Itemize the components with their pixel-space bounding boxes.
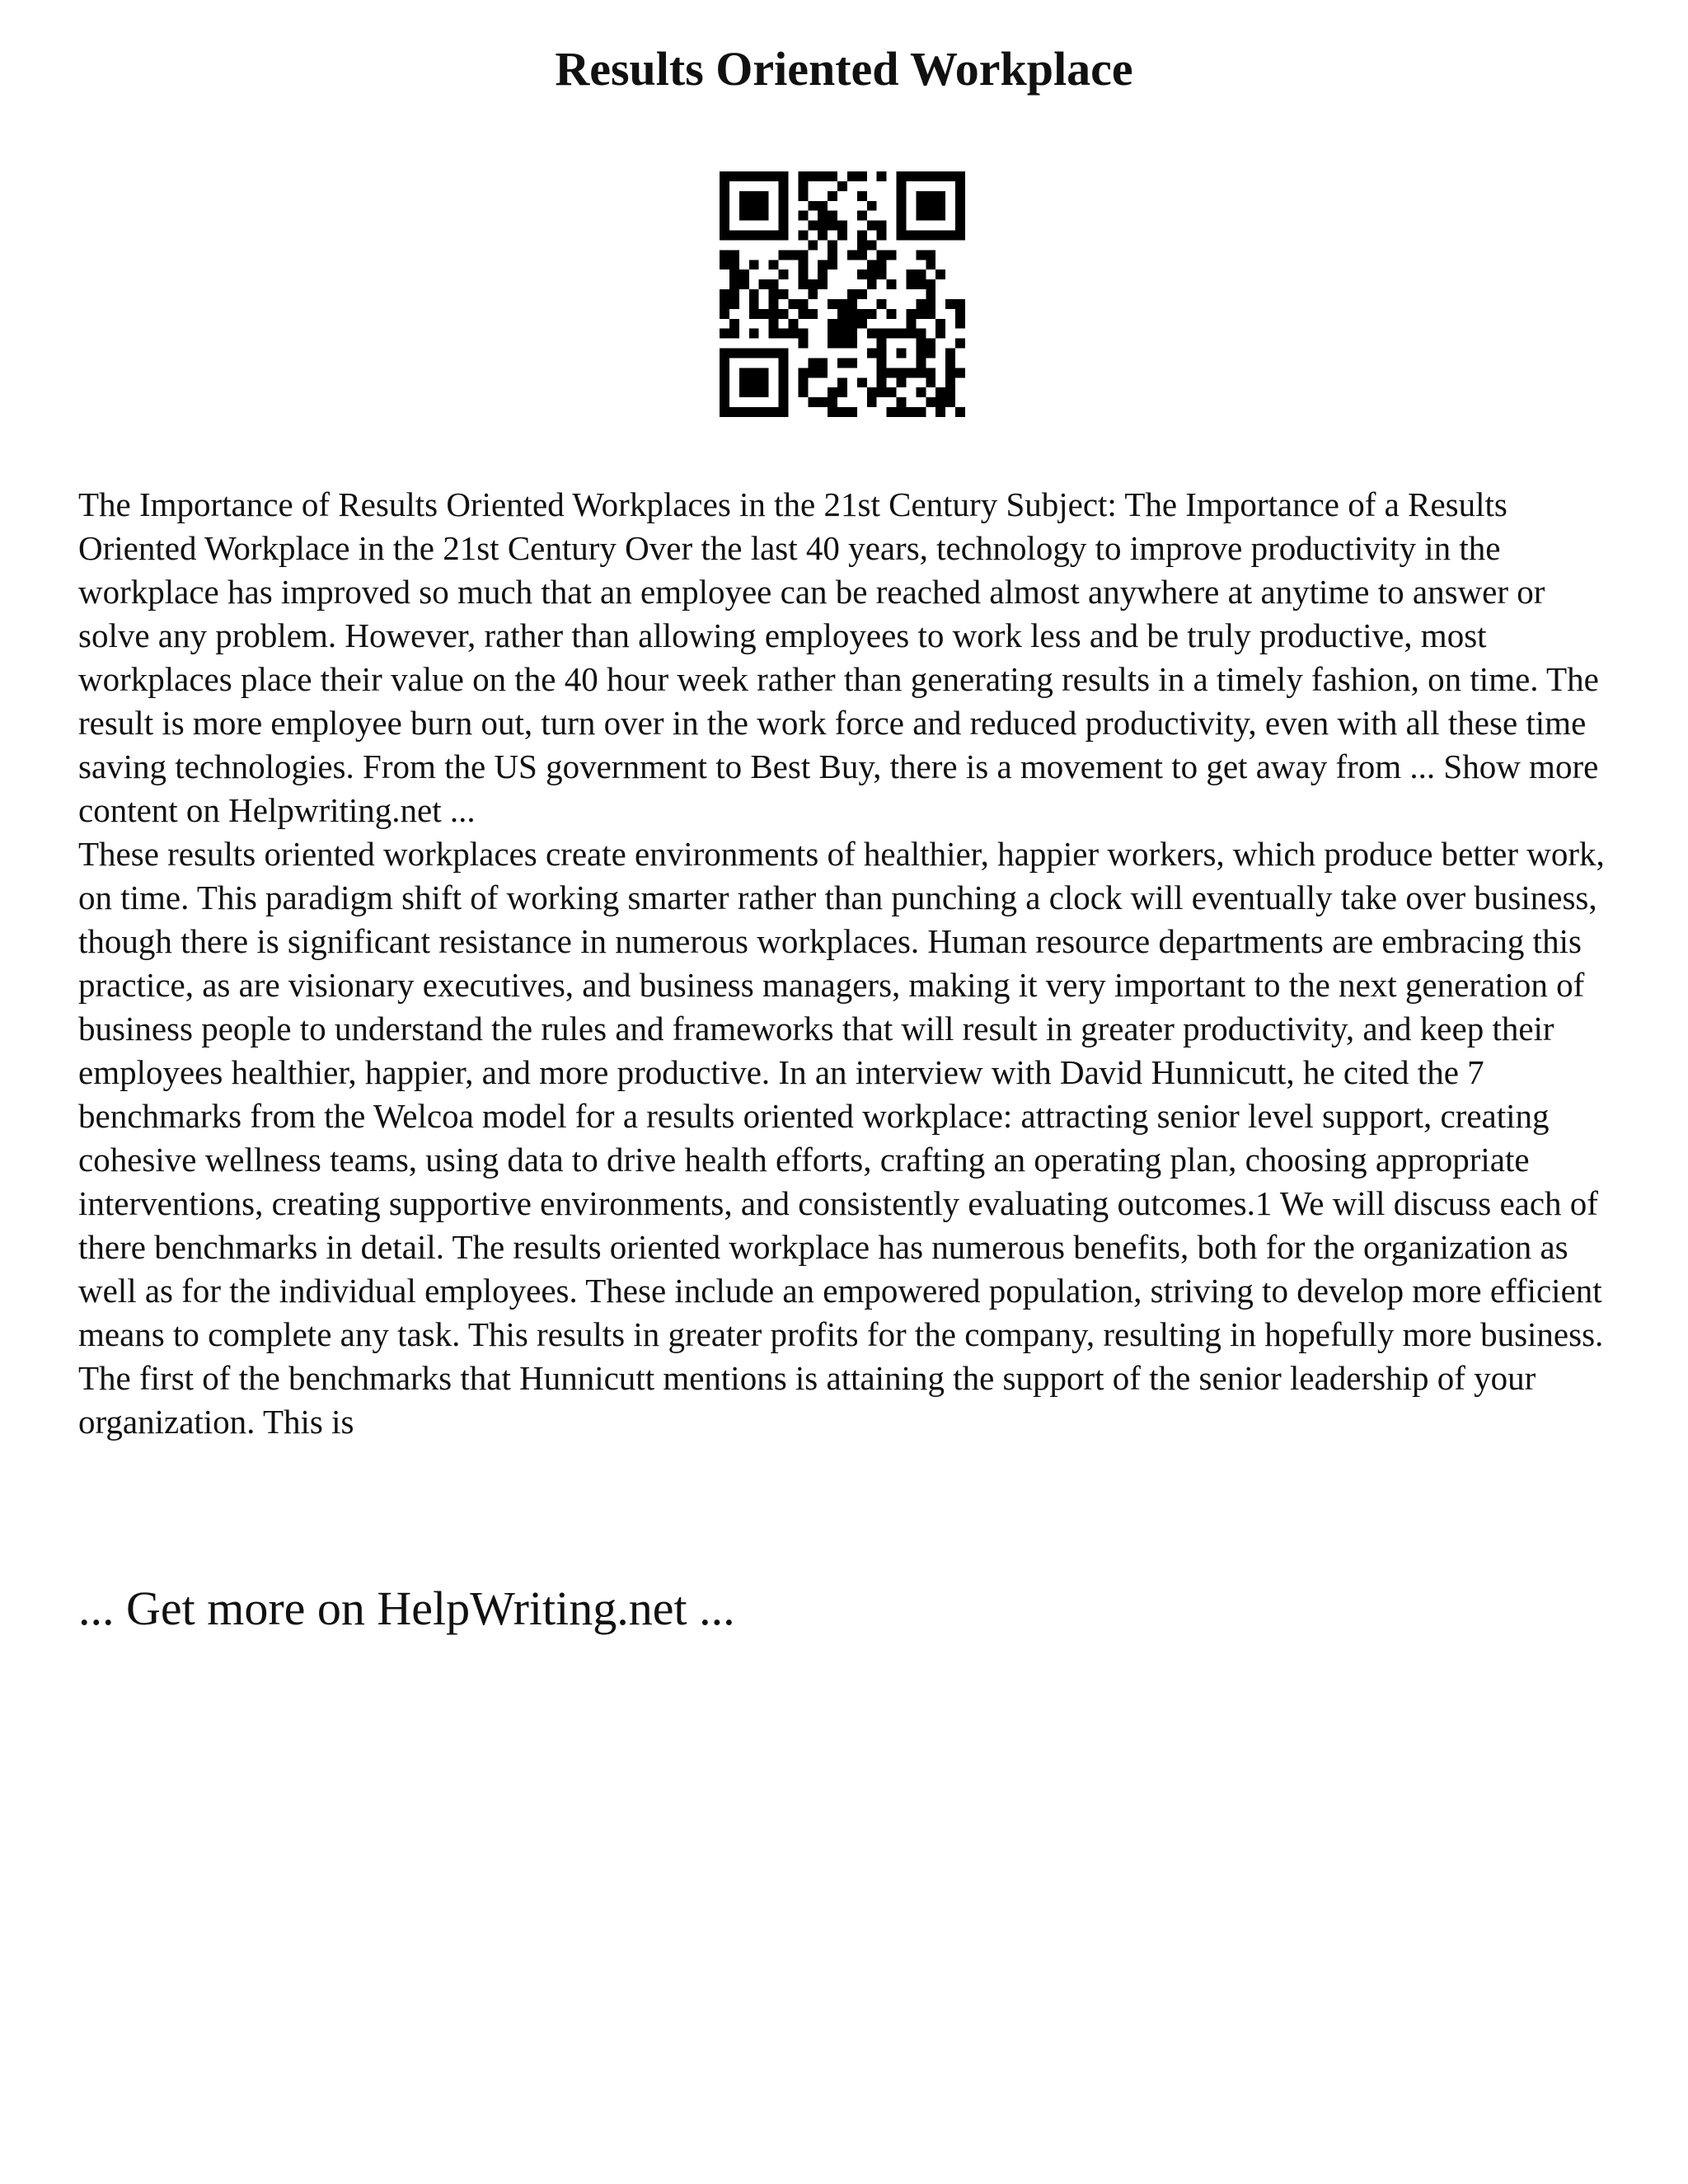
get-more-link[interactable]: ... Get more on HelpWriting.net ... (78, 1582, 735, 1635)
page-title: Results Oriented Workplace (555, 42, 1133, 96)
article-body (78, 483, 1620, 1444)
paragraph-intro: The Importance of Results Oriented Workplaces in the 21st Century Subject: The Importance of a Results Oriented Workplace in the 21st Century Over the last 40 years, technology to improve productivity in the workplace has improved so much that an employee can be reached almost anywhere at anytime to answer or solve any problem. However, rather than allowing employees to work less and be truly productive, most workplaces place their value on the 40 hour week rather than generating results in a timely fashion, on time. The result is more employee burn out, turn over in the work force and reduced productivity, even with all these time saving technologies. From the US government to Best Buy, there is a movement to get away from ... Show more content on Helpwriting.net ... (78, 485, 1599, 829)
qr-code-icon (720, 171, 965, 417)
paragraph-main: These results oriented workplaces create environments of healthier, happier workers, which produce better work, on time. This paradigm shift of working smarter rather than punching a clock will eventually take over business, though there is significant resistance in numerous workplaces. Human resource departments are embracing this practice, as are visionary executives, and business managers, making it very important to the next generation of business people to understand the rules and frameworks that will result in greater productivity, and keep their employees healthier, happier, and more productive. In an interview with David Hunnicutt, he cited the 7 benchmarks from the Welcoa model for a results oriented workplace: attracting senior level support, creating cohesive wellness teams, using data to drive health efforts, crafting an operating plan, choosing appropriate interventions, creating supportive environments, and consistently evaluating outcomes.1 We will discuss each of there benchmarks in detail. The results oriented workplace has numerous benefits, both for the organization as well as for the individual employees. These include an empowered population, striving to develop more efficient means to complete any task. This results in greater profits for the company, resulting in hopefully more business. The first of the benchmarks that Hunnicutt mentions is attaining the support of the senior leadership of your organization. This is (78, 835, 1605, 1441)
